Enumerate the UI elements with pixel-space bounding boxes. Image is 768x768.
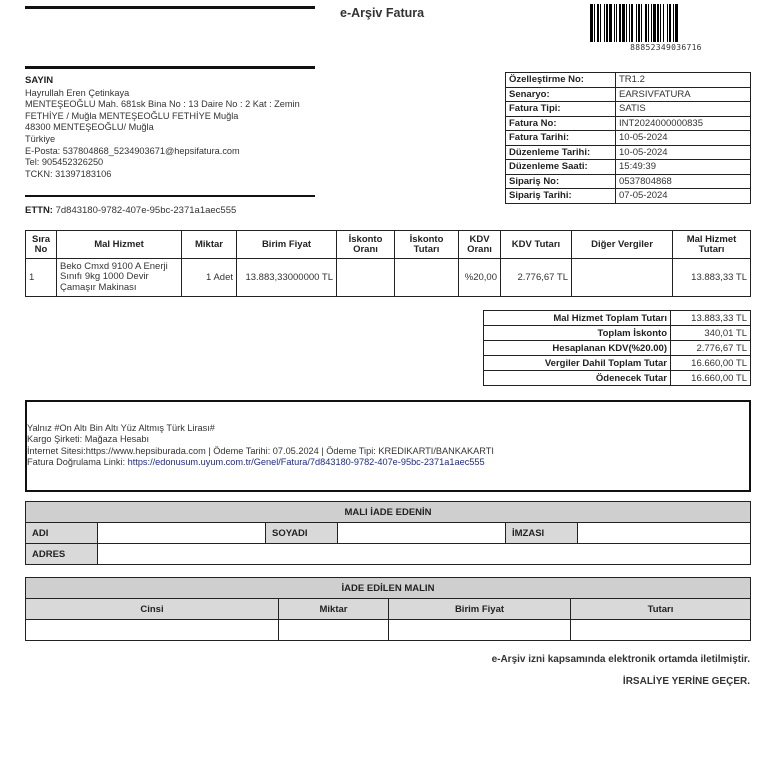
col-miktar: Miktar xyxy=(182,231,237,259)
ettn-line xyxy=(25,205,236,216)
waybill-notice: İRSALİYE YERİNE GEÇER. xyxy=(622,676,750,687)
meta-row xyxy=(506,102,751,117)
header-rule xyxy=(25,6,315,9)
document-title: e-Arşiv Fatura xyxy=(340,6,425,20)
cargo-company: Kargo Şirketi: Mağaza Hesabı xyxy=(27,434,150,445)
recipient-address-line: MENTEŞEOĞLU Mah. 681sk Bina No : 13 Daire No : 2 Kat : Zemin xyxy=(25,99,300,110)
col-kdv-orani: KDV Oranı xyxy=(459,231,501,259)
totals-value: 340,01 TL xyxy=(671,326,751,341)
totals-row xyxy=(484,311,751,326)
meta-value: INT2024000000835 xyxy=(616,116,751,131)
cinsi-field[interactable] xyxy=(26,620,279,641)
returned-goods-table xyxy=(25,577,751,641)
meta-value: 10-05-2024 xyxy=(616,131,751,146)
totals-key: Hesaplanan KDV(%20.00) xyxy=(484,341,671,356)
meta-row xyxy=(506,131,751,146)
soyadi-field[interactable] xyxy=(338,523,506,544)
meta-value: 0537804868 xyxy=(616,174,751,189)
cell-birim-fiyat: 13.883,33000000 TL xyxy=(237,259,337,297)
meta-key: Fatura Tipi: xyxy=(506,102,616,117)
totals-value: 13.883,33 TL xyxy=(671,311,751,326)
return-sender-table xyxy=(25,501,751,565)
totals-table xyxy=(483,310,751,386)
meta-value: TR1.2 xyxy=(616,73,751,88)
cell-diger-vergiler xyxy=(572,259,673,297)
meta-row xyxy=(506,73,751,88)
tutari-header: Tutarı xyxy=(571,599,751,620)
adi-field[interactable] xyxy=(98,523,266,544)
col-iskonto-tutari: İskonto Tutarı xyxy=(395,231,459,259)
totals-row xyxy=(484,356,751,371)
recipient-country: Türkiye xyxy=(25,133,56,144)
meta-key: Düzenleme Tarihi: xyxy=(506,145,616,160)
cell-kdv-tutari: 2.776,67 TL xyxy=(501,259,572,297)
adi-label: ADI xyxy=(26,523,98,544)
cell-iskonto-orani xyxy=(337,259,395,297)
imzasi-label: İMZASI xyxy=(506,523,578,544)
soyadi-label: SOYADI xyxy=(266,523,338,544)
verification-line xyxy=(27,457,749,468)
verification-link[interactable]: https://edonusum.uyum.com.tr/Genel/Fatura/7d843180-9782-407e-95bc-2371a1aec555 xyxy=(127,457,485,468)
meta-row xyxy=(506,189,751,204)
meta-value: 10-05-2024 xyxy=(616,145,751,160)
barcode-number: 88852349036716 xyxy=(630,43,702,52)
totals-key: Mal Hizmet Toplam Tutarı xyxy=(484,311,671,326)
imzasi-field[interactable] xyxy=(578,523,751,544)
amount-in-words: Yalnız #On Altı Bin Altı Yüz Altmış Türk Lirası# xyxy=(27,423,215,433)
cell-mal-hizmet-tutari: 13.883,33 TL xyxy=(673,259,751,297)
cinsi-header: Cinsi xyxy=(26,599,279,620)
totals-key: Toplam İskonto xyxy=(484,326,671,341)
ettn-value: 7d843180-9782-407e-95bc-2371a1aec555 xyxy=(55,205,237,216)
meta-key: Sipariş No: xyxy=(506,174,616,189)
totals-value: 16.660,00 TL xyxy=(671,356,751,371)
returned-goods-title: İADE EDİLEN MALIN xyxy=(26,578,751,599)
birim-fiyat-header: Birim Fiyat xyxy=(389,599,571,620)
col-diger-vergiler: Diğer Vergiler xyxy=(572,231,673,259)
meta-key: Senaryo: xyxy=(506,87,616,102)
payment-info: İnternet Sitesi:https://www.hepsiburada.com | Ödeme Tarihi: 07.05.2024 | Ödeme Tipi: KREDIKARTI/BANKAKARTI xyxy=(27,445,494,456)
recipient-top-rule xyxy=(25,66,315,69)
notes-box xyxy=(25,400,751,492)
barcode-bar xyxy=(675,4,678,42)
totals-row xyxy=(484,341,751,356)
meta-key: Özelleştirme No: xyxy=(506,73,616,88)
birim-fiyat-field[interactable] xyxy=(389,620,571,641)
table-row xyxy=(26,259,751,297)
meta-value: EARSIVFATURA xyxy=(616,87,751,102)
col-sira: Sıra No xyxy=(26,231,57,259)
meta-row xyxy=(506,174,751,189)
recipient-address-line: FETHİYE / Muğla MENTEŞEOĞLU FETHİYE Muğla xyxy=(25,110,239,121)
cell-sira: 1 xyxy=(26,259,57,297)
totals-value: 16.660,00 TL xyxy=(671,371,751,386)
meta-key: Fatura Tarihi: xyxy=(506,131,616,146)
totals-row xyxy=(484,371,751,386)
col-birim-fiyat: Birim Fiyat xyxy=(237,231,337,259)
recipient-email: E-Posta: 537804868_5234903671@hepsifatura.com xyxy=(25,145,240,156)
cell-mal-hizmet: Beko Cmxd 9100 A Enerji Sınıfı 9kg 1000 Devir Çamaşır Makinası xyxy=(57,259,182,297)
tutari-field[interactable] xyxy=(571,620,751,641)
meta-value: 15:49:39 xyxy=(616,160,751,175)
recipient-block xyxy=(25,75,325,180)
totals-key: Ödenecek Tutar xyxy=(484,371,671,386)
recipient-tckn: TCKN: 31397183106 xyxy=(25,168,112,179)
col-kdv-tutari: KDV Tutarı xyxy=(501,231,572,259)
line-items-table xyxy=(25,230,751,297)
meta-row xyxy=(506,145,751,160)
line-items-header xyxy=(26,231,751,259)
barcode-image xyxy=(590,4,742,42)
meta-row xyxy=(506,116,751,131)
recipient-bottom-rule xyxy=(25,195,315,197)
totals-key: Vergiler Dahil Toplam Tutar xyxy=(484,356,671,371)
meta-value: 07-05-2024 xyxy=(616,189,751,204)
col-mal-hizmet: Mal Hizmet xyxy=(57,231,182,259)
ettn-label: ETTN: xyxy=(25,205,53,216)
recipient-phone: Tel: 905452326250 xyxy=(25,157,104,168)
invoice-meta-table xyxy=(505,72,751,204)
recipient-heading: SAYIN xyxy=(25,75,54,86)
totals-value: 2.776,67 TL xyxy=(671,341,751,356)
recipient-postal-line: 48300 MENTEŞEOĞLU/ Muğla xyxy=(25,122,154,133)
verification-label: Fatura Doğrulama Linki: xyxy=(27,457,128,468)
totals-row xyxy=(484,326,751,341)
adres-label: ADRES xyxy=(26,544,98,565)
col-iskonto-orani: İskonto Oranı xyxy=(337,231,395,259)
miktar-header: Miktar xyxy=(279,599,389,620)
return-sender-title: MALI İADE EDENİN xyxy=(26,502,751,523)
recipient-name: Hayrullah Eren Çetinkaya xyxy=(25,87,130,98)
meta-row xyxy=(506,160,751,175)
electronic-notice: e-Arşiv izni kapsamında elektronik ortamda iletilmiştir. xyxy=(491,654,750,665)
cell-iskonto-tutari xyxy=(395,259,459,297)
meta-key: Sipariş Tarihi: xyxy=(506,189,616,204)
cell-kdv-orani: %20,00 xyxy=(459,259,501,297)
meta-row xyxy=(506,87,751,102)
adres-field[interactable] xyxy=(98,544,751,565)
meta-value: SATIS xyxy=(616,102,751,117)
cell-miktar: 1 Adet xyxy=(182,259,237,297)
miktar-field[interactable] xyxy=(279,620,389,641)
meta-key: Düzenleme Saati: xyxy=(506,160,616,175)
meta-key: Fatura No: xyxy=(506,116,616,131)
col-mal-hizmet-tutari: Mal Hizmet Tutarı xyxy=(673,231,751,259)
